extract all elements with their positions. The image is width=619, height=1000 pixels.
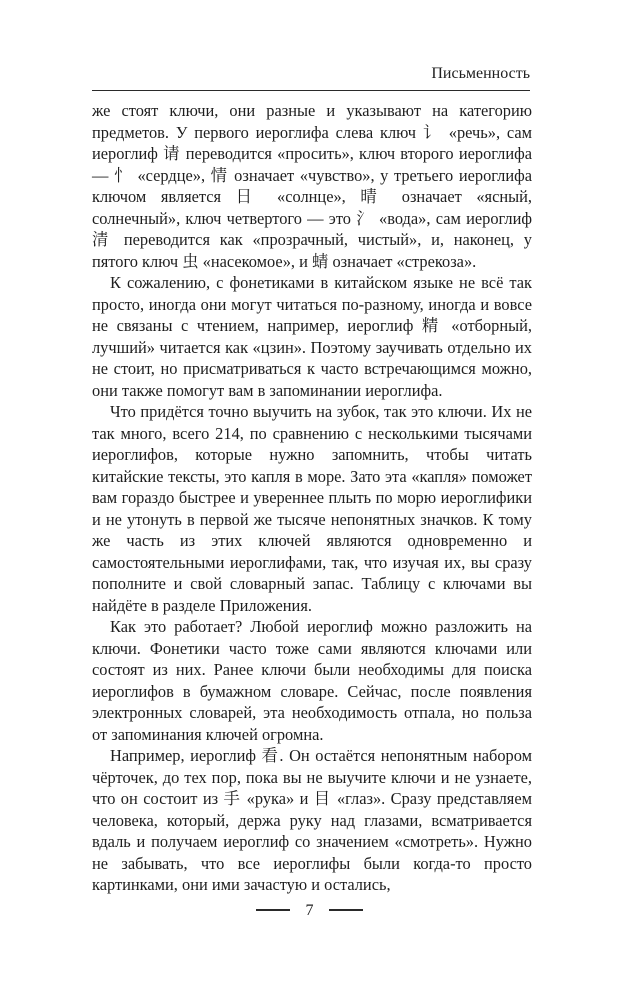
paragraph: же стоят ключи, они разные и указывают на категорию предметов. У первого иероглифа слева ключ 讠 «речь», сам иероглиф 请 переводится «просить», ключ второго иероглифа — 忄 «сердце», 情 означает «чувство», у третьего иероглифа ключом является 日 «солнце», 晴 означает «ясный, солнечный», ключ четвертого — это 氵 «вода», сам иероглиф 清 переводится как «прозрачный, чистый», и, наконец, у пятого ключ 虫 «насекомое», и 蜻 означает «стрекоза».	[92, 101, 532, 271]
paragraph: К сожалению, с фонетиками в китайском языке не всё так просто, иногда они могут читаться по-разному, иногда и вовсе не связаны с чтением, например, иероглиф 精 «отборный, лучший» читается как «цзин». Поэтому заучивать отдельно их не стоит, но присматриваться к часто встречающимся можно, они также помогут вам в запоминании иероглифа.	[92, 273, 532, 400]
page-number: 7	[305, 901, 314, 919]
folio-rule-right	[329, 909, 363, 911]
folio-rule-left	[256, 909, 290, 911]
section-title: Письменность	[431, 65, 530, 82]
running-header	[92, 62, 530, 91]
paragraph: Как это работает? Любой иероглиф можно разложить на ключи. Фонетики часто тоже сами являются ключами или состоят из них. Ранее ключи были необходимы для поиска иероглифов в бумажном словаре. Сейчас, после появления электронных словарей, эта необходимость отпала, но польза от запоминания ключей огромна.	[92, 617, 532, 744]
paragraph: Что придётся точно выучить на зубок, так это ключи. Их не так много, всего 214, по сравнению с несколькими тысячами иероглифов, которые нужно запомнить, чтобы читать китайские тексты, это капля в море. Зато эта «капля» поможет вам гораздо быстрее и увереннее плыть по морю иероглифики и не утонуть в первой же тысяче непонятных значков. К тому же часть из этих ключей являются одновременно и самостоятельными иероглифами, так, что изучая их, вы сразу пополните и свой словарный запас. Таблицу с ключами вы найдёте в разделе Приложения.	[92, 402, 532, 615]
body-text	[92, 100, 532, 896]
page-footer	[0, 900, 619, 920]
paragraph: Например, иероглиф 看. Он остаётся непонятным набором чёрточек, до тех пор, пока вы не выучите ключи и не узнаете, что он состоит из 手 «рука» и 目 «глаз». Сразу представляем человека, который, держа руку над глазами, всматривается вдаль и получаем иероглиф со значением «смотреть». Нужно не забывать, что все иероглифы были когда-то просто картинками, они ими зачастую и остались,	[92, 746, 532, 894]
